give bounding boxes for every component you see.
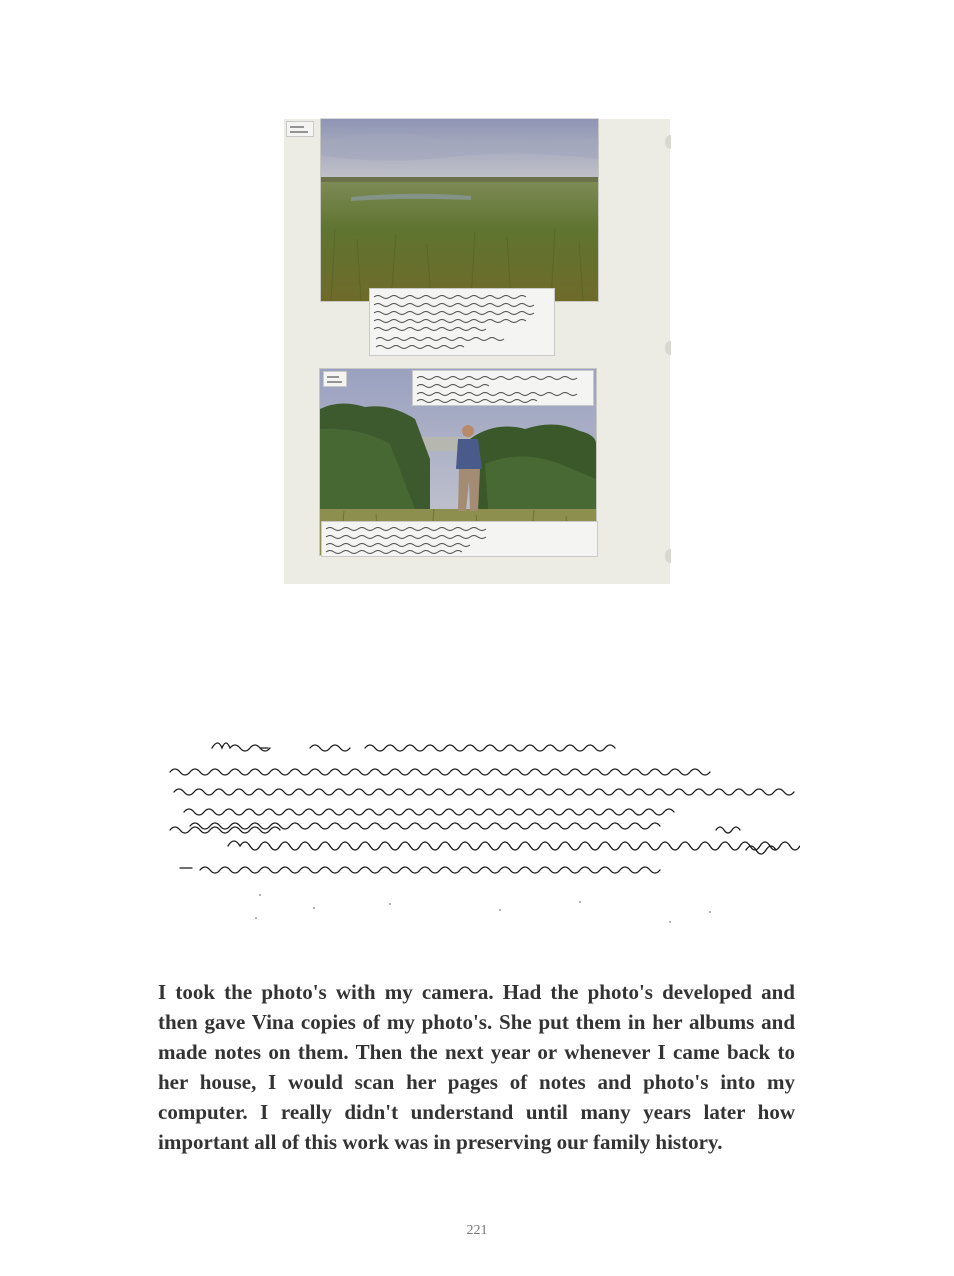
photo-label-sticker [286,121,314,137]
handwritten-caption-card [369,288,555,356]
binder-hole [665,549,671,563]
prairie-photo [321,119,598,301]
binder-hole [665,135,671,149]
photo-label-sticker [323,371,347,387]
handwritten-caption-card [412,370,594,406]
binder-hole [665,341,671,355]
scrapbook-page-scan [284,119,670,584]
page-number: 221 [466,1223,488,1238]
body-paragraph: I took the photo's with my camera. Had the photo's developed and then gave Vina copies of my photo's. She put them in her albums and made notes on them. Then the next year or whenever I came back to her house, I would scan her pages of notes and photo's into my computer. I really didn't understand until many years later how important all of this work was in preserving our family history. [158,980,795,1154]
handwritten-caption-card [321,521,598,557]
handwritten-note-scan [150,690,800,940]
